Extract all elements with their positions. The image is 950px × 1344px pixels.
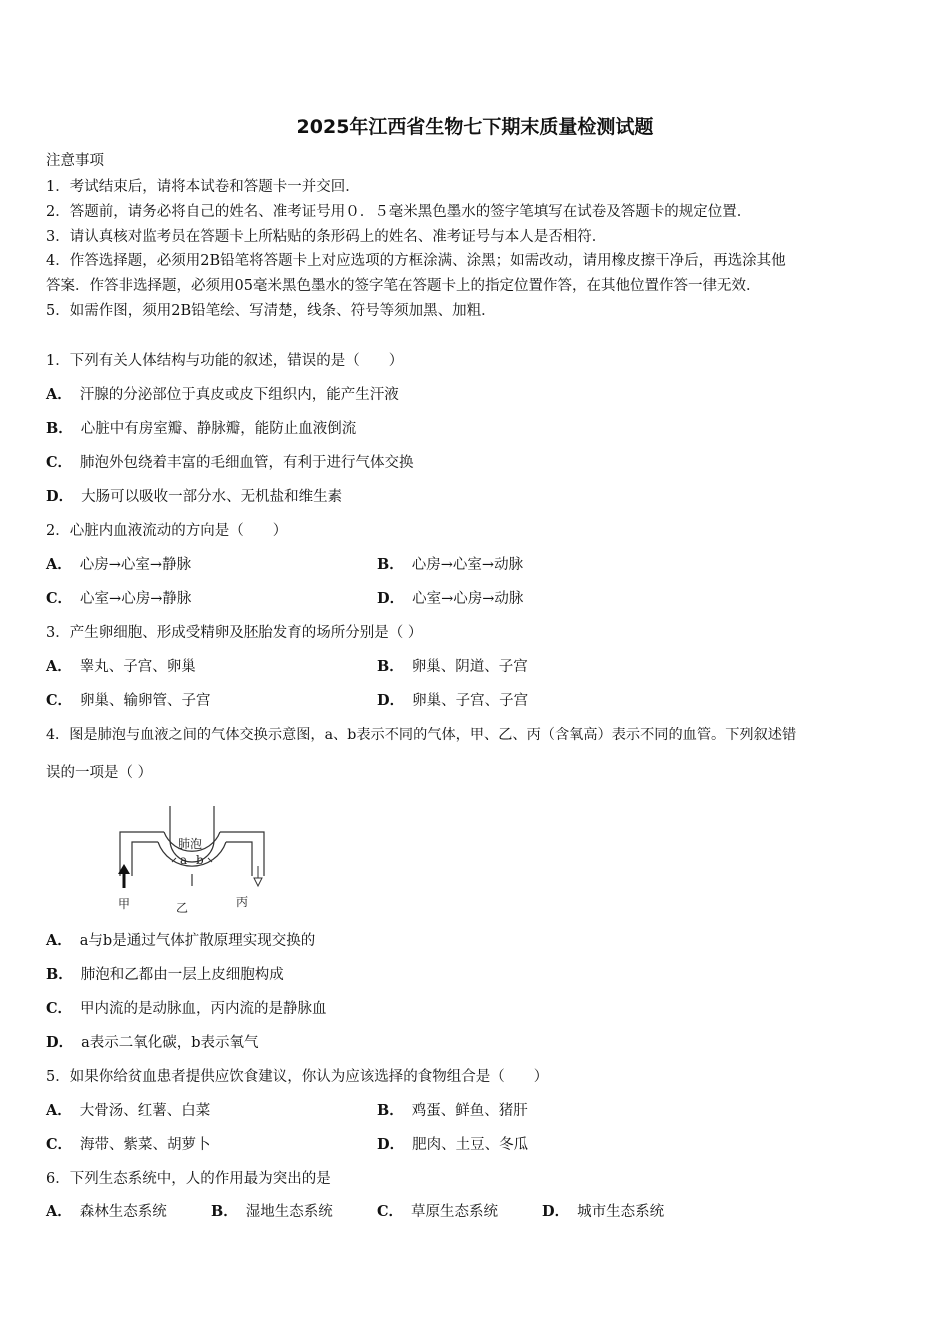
notice-item: 3．请认真核对监考员在答题卡上所粘贴的条形码上的姓名、准考证号与本人是否相符． — [46, 229, 607, 245]
option-label: C． — [46, 454, 73, 471]
option-label: A． — [46, 556, 72, 573]
option-text: a与b是通过气体扩散原理实现交换的 — [79, 933, 316, 949]
arrow-down-icon — [254, 878, 262, 886]
option-text: 城市生态系统 — [577, 1204, 665, 1220]
question-4-option-c — [46, 999, 327, 1019]
notice-item: 答案．作答非选择题，必须用05毫米黑色墨水的签字笔在答题卡上的指定位置作答，在其他位置作答一律无效． — [46, 278, 761, 294]
question-2-stem: 2．心脏内血液流动的方向是（ ） — [46, 523, 288, 539]
option-label: A． — [46, 1203, 72, 1220]
option-label: A． — [46, 1102, 72, 1119]
option-label: C． — [377, 1203, 404, 1220]
notice-item: 2．答题前，请务必将自己的姓名、准考证号用０．５毫米黑色墨水的签字笔填写在试卷及答题卡的规定位置． — [46, 204, 752, 220]
gas-a-label: a — [180, 853, 188, 867]
question-5-option-c — [46, 1135, 211, 1155]
question-6-option-a — [46, 1202, 167, 1222]
option-label: A． — [46, 932, 72, 949]
question-3-option-a — [46, 657, 196, 677]
option-text: 卵巢、输卵管、子宫 — [80, 693, 211, 709]
vessel-yi-label: 乙 — [176, 901, 189, 915]
question-5-option-a — [46, 1101, 210, 1121]
question-2-option-a — [46, 555, 191, 575]
vessel-outline — [226, 842, 252, 876]
option-text: 草原生态系统 — [411, 1204, 499, 1220]
alveolus-label: 肺泡 — [178, 837, 203, 851]
question-5-stem: 5．如果你给贫血患者提供应饮食建议，你认为应该选择的食物组合是（ ） — [46, 1069, 549, 1085]
question-6-option-b — [211, 1202, 333, 1222]
option-label: C． — [46, 1000, 73, 1017]
option-text: 大骨汤、红薯、白菜 — [79, 1103, 211, 1119]
option-text: 心室→心房→静脉 — [80, 591, 192, 607]
option-text: 海带、紫菜、胡萝卜 — [80, 1137, 211, 1153]
question-1-option-c — [46, 453, 414, 473]
question-3-stem: 3．产生卵细胞、形成受精卵及胚胎发育的场所分别是（ ） — [46, 625, 423, 641]
option-label: D． — [377, 692, 405, 709]
option-label: B． — [377, 658, 404, 675]
question-2-option-d — [377, 589, 523, 609]
alveolus-outline — [170, 806, 214, 862]
question-1-stem: 1．下列有关人体结构与功能的叙述，错误的是（ ） — [46, 353, 404, 369]
question-2-option-b — [377, 555, 523, 575]
option-text: 睾丸、子宫、卵巢 — [79, 659, 196, 675]
option-label: D． — [46, 488, 74, 505]
question-3-option-c — [46, 691, 211, 711]
option-text: 肺泡外包绕着丰富的毛细血管，有利于进行气体交换 — [80, 455, 414, 471]
option-label: D． — [542, 1203, 570, 1220]
option-label: B． — [377, 1102, 404, 1119]
question-6-option-d — [542, 1202, 664, 1222]
question-4-stem-continued: 误的一项是（ ） — [46, 765, 153, 781]
option-label: B． — [46, 420, 73, 437]
option-text: 卵巢、子宫、子宫 — [412, 693, 529, 709]
option-text: 心室→心房→动脉 — [412, 591, 524, 607]
page-title: 2025年江西省生物七下期末质量检测试题 — [296, 116, 654, 138]
notice-heading: 注意事项 — [46, 153, 104, 169]
option-text: 肥肉、土豆、冬瓜 — [412, 1137, 529, 1153]
option-text: 甲内流的是动脉血，丙内流的是静脉血 — [80, 1001, 327, 1017]
notice-item: 5．如需作图，须用2B铅笔绘、写清楚，线条、符号等须加黑、加粗． — [46, 303, 496, 319]
question-6-option-c — [377, 1202, 498, 1222]
vessel-jia-label: 甲 — [118, 897, 131, 911]
question-1-option-d — [46, 487, 342, 507]
option-label: D． — [46, 1034, 74, 1051]
option-label: A． — [46, 658, 72, 675]
option-text: 大肠可以吸收一部分水、无机盐和维生素 — [81, 489, 343, 505]
notice-item: 4．作答选择题，必须用2B铅笔将答题卡上对应选项的方框涂满、涂黑；如需改动，请用橡皮擦干净后，再选涂其他 — [46, 253, 786, 269]
option-label: C． — [46, 692, 73, 709]
option-text: 卵巢、阴道、子宫 — [411, 659, 528, 675]
vessel-bing-label: 丙 — [236, 895, 249, 909]
option-text: 肺泡和乙都由一层上皮细胞构成 — [80, 967, 284, 983]
vessel-outline — [220, 832, 264, 876]
question-4-option-d — [46, 1033, 259, 1053]
notice-item: 1．考试结束后，请将本试卷和答题卡一并交回． — [46, 179, 360, 195]
question-3-option-b — [377, 657, 528, 677]
question-4-stem: 4．图是肺泡与血液之间的气体交换示意图，a、b表示不同的气体，甲、乙、丙（含氧高）表示不同的血管。下列叙述错 — [46, 727, 797, 743]
option-label: C． — [46, 590, 73, 607]
option-label: B． — [211, 1203, 238, 1220]
option-label: D． — [377, 590, 405, 607]
option-text: 汗腺的分泌部位于真皮或皮下组织内，能产生汗液 — [79, 387, 399, 403]
question-6-stem: 6．下列生态系统中，人的作用最为突出的是 — [46, 1171, 331, 1187]
option-text: a表示二氧化碳，b表示氧气 — [81, 1035, 259, 1051]
option-label: C． — [46, 1136, 73, 1153]
option-text: 鸡蛋、鲜鱼、猪肝 — [411, 1103, 528, 1119]
option-text: 心脏中有房室瓣、静脉瓣，能防止血液倒流 — [80, 421, 357, 437]
option-label: D． — [377, 1136, 405, 1153]
option-text: 森林生态系统 — [79, 1204, 167, 1220]
option-text: 心房→心室→静脉 — [79, 557, 192, 573]
option-label: B． — [377, 556, 404, 573]
vessel-outline — [132, 842, 158, 876]
question-3-option-d — [377, 691, 528, 711]
question-5-option-d — [377, 1135, 528, 1155]
option-text: 湿地生态系统 — [245, 1204, 333, 1220]
gas-exchange-diagram — [112, 806, 272, 916]
question-1-option-b — [46, 419, 356, 439]
option-label: A． — [46, 386, 72, 403]
question-4-option-a — [46, 931, 315, 951]
question-4-option-b — [46, 965, 284, 985]
option-label: B． — [46, 966, 73, 983]
option-text: 心房→心室→动脉 — [411, 557, 524, 573]
question-1-option-a — [46, 385, 399, 405]
question-2-option-c — [46, 589, 191, 609]
question-5-option-b — [377, 1101, 528, 1121]
gas-b-label: b — [196, 853, 204, 867]
